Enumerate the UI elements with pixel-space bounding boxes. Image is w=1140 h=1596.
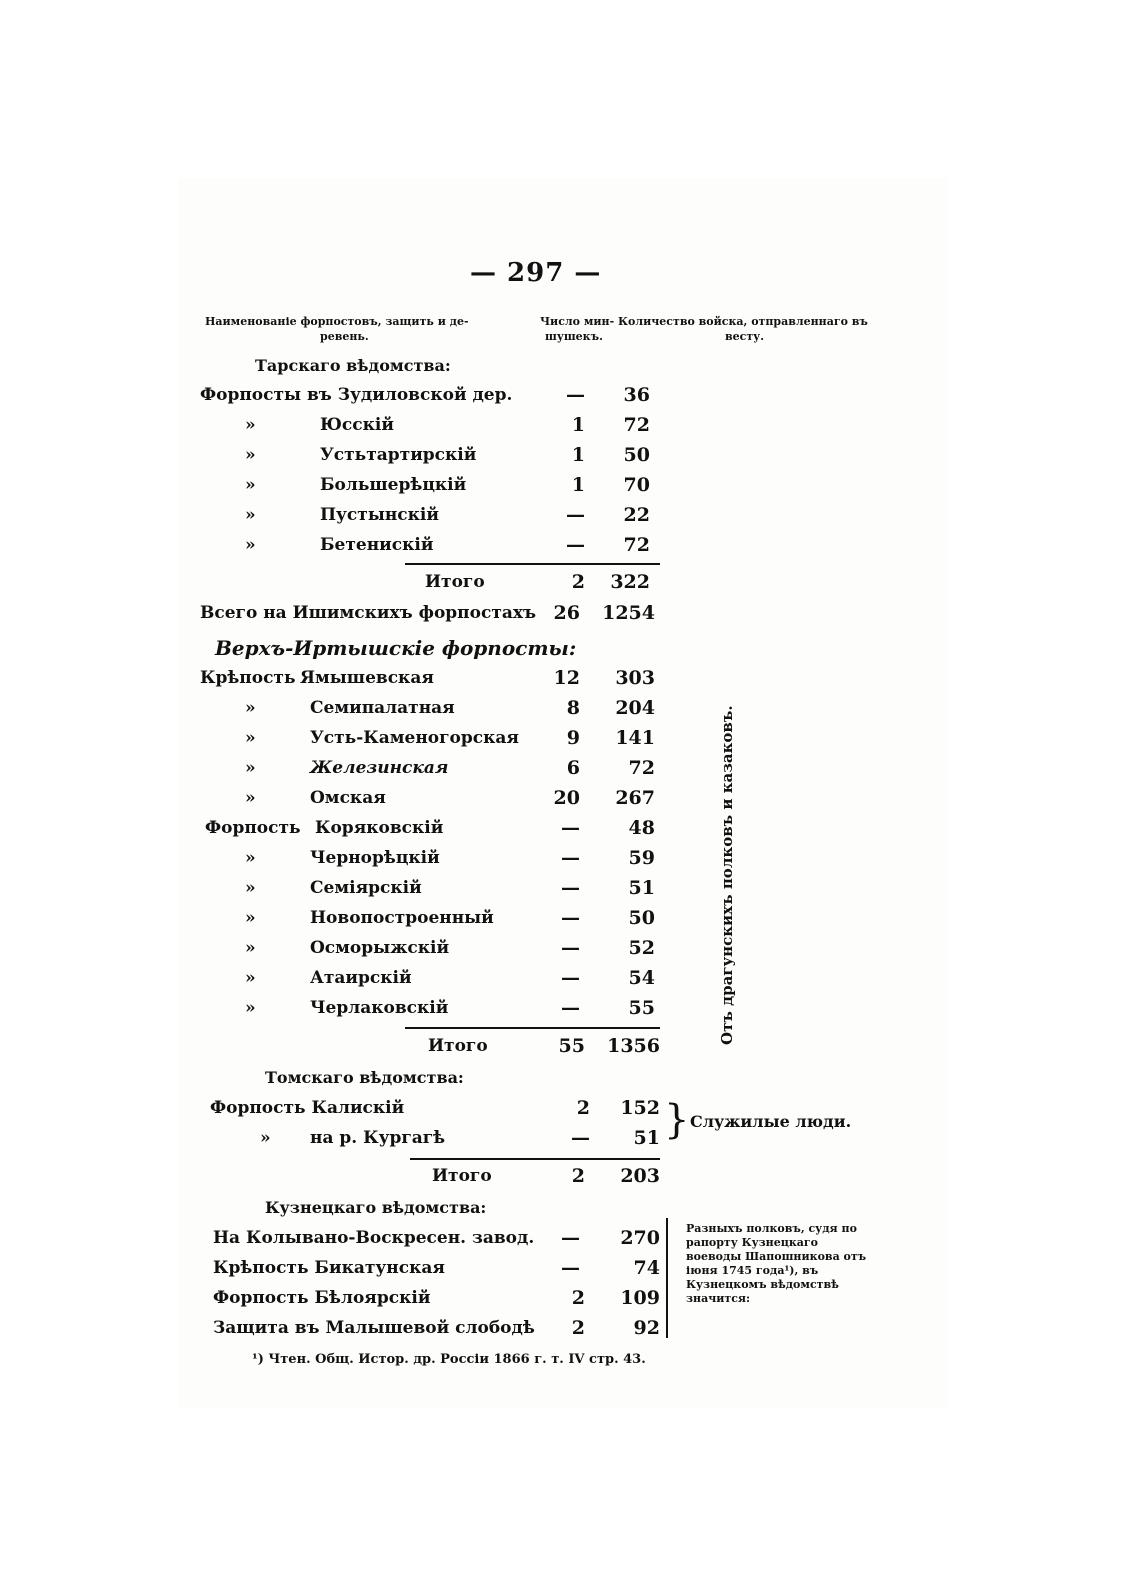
table-cell-b: 72	[623, 414, 650, 436]
table-row-label: Пустынскій	[320, 505, 439, 525]
table-cell-b: 52	[628, 937, 655, 959]
table-cell-b: 48	[628, 817, 655, 839]
table-cell-b: 50	[628, 907, 655, 929]
table-row-label: Ямышевская	[300, 668, 434, 688]
table-cell-a: 9	[566, 727, 580, 749]
ditto-mark: »	[260, 1128, 271, 1148]
table-cell-a: —	[561, 907, 580, 929]
table-cell-a: 2	[571, 1287, 585, 1309]
ditto-mark: »	[245, 445, 256, 465]
table-row-label: Форпосты въ Зудиловской дер.	[200, 385, 513, 405]
table-row-label: Осморыжскій	[310, 938, 450, 958]
grand-total-label: Всего на Ишимскихъ форпостахъ	[200, 603, 537, 623]
table-cell-a: —	[571, 1127, 590, 1149]
table-row-label: Форпость Бѣлоярскій	[213, 1288, 431, 1308]
table-row-label: Крѣпость Бикатунская	[213, 1258, 445, 1278]
table-cell-a: 2	[576, 1097, 590, 1119]
row-prefix: »	[245, 758, 256, 778]
table-cell-a: 1	[571, 444, 585, 466]
table-cell-b: 141	[615, 727, 655, 749]
header-col2-line1: Число мин-	[540, 315, 615, 328]
row-prefix: »	[245, 728, 256, 748]
table-cell-a: —	[566, 384, 585, 406]
grand-total-b: 1254	[602, 602, 655, 624]
table-row-label: Форпость Калискій	[210, 1098, 405, 1118]
row-prefix: »	[245, 938, 256, 958]
table-cell-a: —	[566, 504, 585, 526]
ditto-mark: »	[245, 475, 256, 495]
ditto-mark: »	[245, 415, 256, 435]
vertical-note-irtysh: Отъ драгунскихъ полковъ и казаковъ.	[718, 705, 736, 1045]
table-cell-a: 20	[553, 787, 580, 809]
table-row-label: На Колывано-Воскресен. завод.	[213, 1228, 535, 1248]
sum-rule	[405, 1027, 660, 1029]
kuznetsk-side-note: Разныхъ полковъ, судя по рапорту Кузнецкаго воеводы Шапошникова отъ іюня 1745 года¹), въ Кузнецкомъ вѣдомствѣ значится:	[686, 1222, 867, 1305]
row-prefix: »	[245, 968, 256, 988]
total-a: 2	[571, 571, 585, 593]
row-prefix: Форпость	[205, 818, 301, 838]
table-cell-b: 51	[633, 1127, 660, 1149]
table-cell-b: 22	[623, 504, 650, 526]
table-row-label: Защита въ Малышевой слободѣ	[213, 1318, 535, 1338]
table-cell-b: 54	[628, 967, 655, 989]
table-cell-a: 8	[566, 697, 580, 719]
tomsk-side-note: Служилые люди.	[690, 1112, 852, 1131]
section-title-irtysh: Верхъ-Иртышскіе форпосты:	[215, 636, 577, 660]
ditto-mark: »	[245, 505, 256, 525]
table-cell-b: 74	[633, 1257, 660, 1279]
table-row-label: Черлаковскій	[310, 998, 449, 1018]
table-cell-a: 6	[566, 757, 580, 779]
sum-rule	[410, 1158, 660, 1160]
table-cell-a: —	[561, 847, 580, 869]
table-row-label: на р. Кургагѣ	[310, 1128, 446, 1148]
table-cell-a: —	[561, 817, 580, 839]
brace: }	[664, 1097, 690, 1143]
row-prefix: »	[245, 788, 256, 808]
row-prefix: Крѣпость	[200, 668, 296, 688]
table-cell-a: —	[566, 534, 585, 556]
table-row-label: Семіярскій	[310, 878, 422, 898]
table-row-label: Большерѣцкій	[320, 475, 467, 495]
table-cell-a: —	[561, 1257, 580, 1279]
table-cell-b: 70	[623, 474, 650, 496]
sum-rule	[405, 563, 660, 565]
table-cell-b: 50	[623, 444, 650, 466]
table-row-label: Юсскій	[320, 415, 394, 435]
header-col3-line1: Количество войска, отправленнаго въ	[618, 315, 868, 328]
table-cell-a: 2	[571, 1317, 585, 1339]
table-cell-b: 303	[615, 667, 655, 689]
table-row-label: Омская	[310, 788, 386, 808]
table-cell-a: 12	[553, 667, 580, 689]
total-label: Итого	[432, 1166, 492, 1186]
table-row-label: Бетенискій	[320, 535, 434, 555]
header-col2-line2: шушекъ.	[545, 330, 603, 343]
row-prefix: »	[245, 848, 256, 868]
table-cell-a: —	[561, 877, 580, 899]
table-cell-b: 152	[620, 1097, 660, 1119]
total-b: 1356	[607, 1035, 660, 1057]
table-cell-a: —	[561, 937, 580, 959]
table-row-label: Усть-Каменогорская	[310, 728, 519, 748]
table-cell-b: 55	[628, 997, 655, 1019]
table-cell-b: 72	[628, 757, 655, 779]
row-prefix: »	[245, 998, 256, 1018]
ditto-mark: »	[245, 535, 256, 555]
table-row-label: Атаирскій	[310, 968, 412, 988]
table-cell-b: 72	[623, 534, 650, 556]
table-row-label: Новопостроенный	[310, 908, 494, 928]
table-cell-b: 204	[615, 697, 655, 719]
total-b: 322	[610, 571, 650, 593]
table-cell-b: 270	[620, 1227, 660, 1249]
table-row-label: Чернорѣцкій	[310, 848, 440, 868]
grand-total-a: 26	[553, 602, 580, 624]
table-cell-b: 267	[615, 787, 655, 809]
page-number: — 297 —	[470, 258, 602, 288]
table-cell-a: 1	[571, 474, 585, 496]
table-cell-a: —	[561, 1227, 580, 1249]
row-prefix: »	[245, 878, 256, 898]
section-title-kuznetsk: Кузнецкаго вѣдомства:	[265, 1198, 487, 1217]
table-cell-b: 51	[628, 877, 655, 899]
total-label: Итого	[425, 572, 485, 592]
section-title-tomsk: Томскаго вѣдомства:	[265, 1068, 464, 1087]
bracket-line	[666, 1218, 672, 1338]
total-label: Итого	[428, 1036, 488, 1056]
table-cell-b: 36	[623, 384, 650, 406]
row-prefix: »	[245, 698, 256, 718]
footnote: ¹) Чтен. Общ. Истор. др. Россіи 1866 г. т. IV стр. 43.	[252, 1352, 646, 1367]
table-cell-b: 59	[628, 847, 655, 869]
header-col1-line1: Наименованіе форпостовъ, защить и де-	[205, 315, 469, 328]
total-a: 2	[571, 1165, 585, 1187]
table-cell-a: —	[561, 997, 580, 1019]
table-cell-b: 92	[633, 1317, 660, 1339]
table-row-label: Семипалатная	[310, 698, 455, 718]
table-cell-a: 1	[571, 414, 585, 436]
total-b: 203	[620, 1165, 660, 1187]
row-prefix: »	[245, 908, 256, 928]
header-col1-line2: ревень.	[320, 330, 369, 343]
section-title-tara: Тарскаго вѣдомства:	[255, 356, 451, 375]
table-row-label: Железинская	[310, 758, 449, 778]
table-cell-b: 109	[620, 1287, 660, 1309]
total-a: 55	[558, 1035, 585, 1057]
table-row-label: Коряковскій	[315, 818, 444, 838]
table-row-label: Устьтартирскій	[320, 445, 477, 465]
header-col3-line2: весту.	[725, 330, 765, 343]
table-cell-a: —	[561, 967, 580, 989]
